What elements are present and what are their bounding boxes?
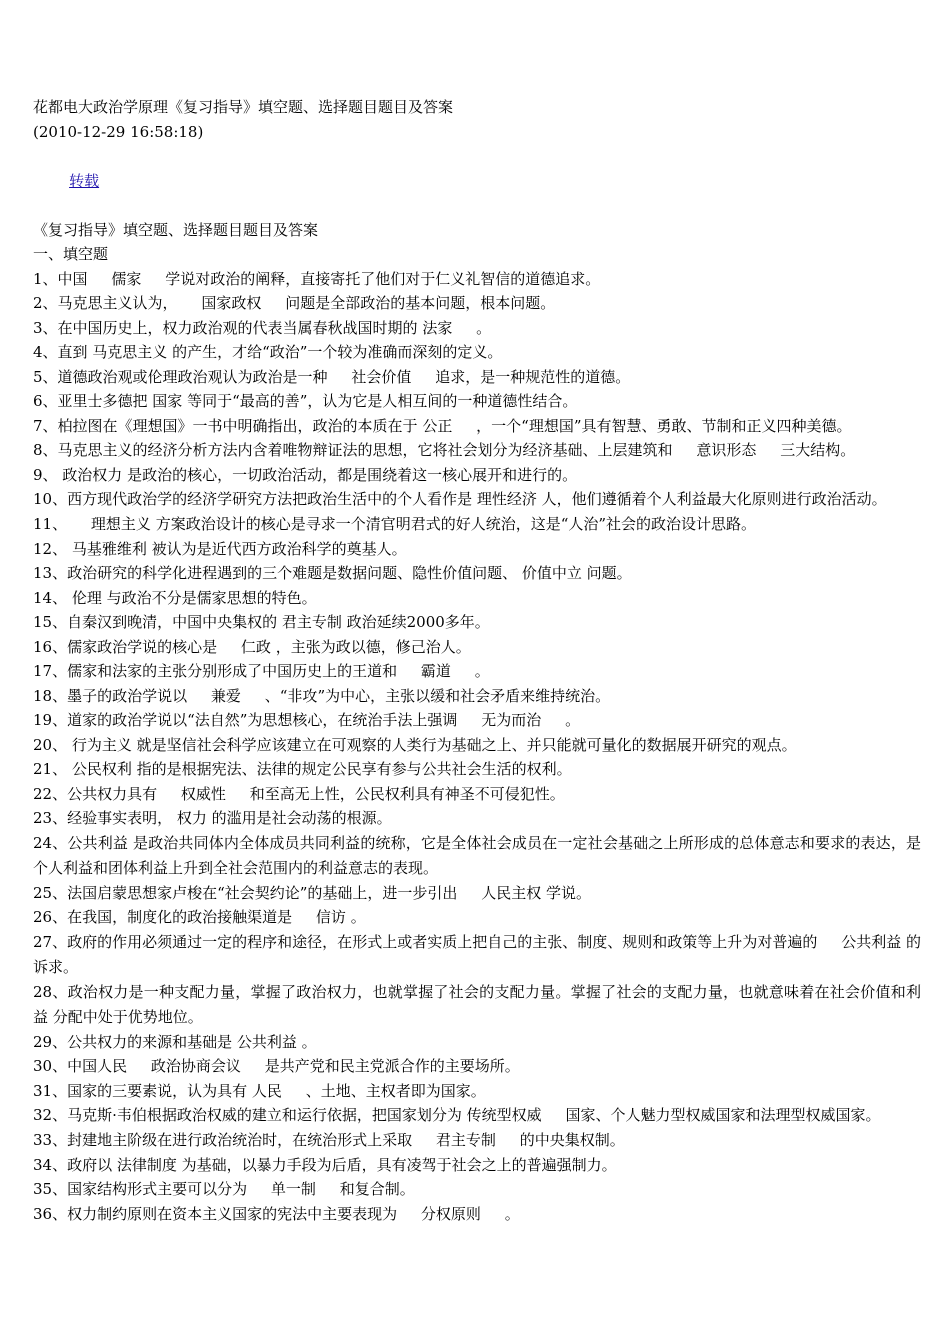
question-item: 30、中国人民 政治协商会议 是共产党和民主党派合作的主要场所。 bbox=[33, 1057, 520, 1075]
section-heading: 一、填空题 bbox=[33, 245, 109, 263]
question-item: 32、马克斯·韦伯根据政治权威的建立和运行依据，把国家划分为 传统型权威 国家、个人魅力型权威国家和法理型权威国家。 bbox=[33, 1106, 881, 1124]
question-item: 28、政治权力是一种支配力量，掌握了政治权力，也就掌握了社会的支配力量。掌握了社会的支配力量，也就意味着在社会价值和利益 分配中处于优势地位。 bbox=[33, 982, 921, 1026]
question-item: 14、 伦理 与政治不分是儒家思想的特色。 bbox=[33, 588, 317, 607]
repost-link[interactable]: 转载 bbox=[69, 171, 100, 190]
question-item: 33、封建地主阶级在进行政治统治时，在统治形式上采取 君主专制 的中央集权制。 bbox=[33, 1131, 625, 1149]
question-item: 10、西方现代政治学的经济学研究方法把政治生活中的个人看作是 理性经济 人，他们遵循着个人利益最大化原则进行政治活动。 bbox=[33, 490, 887, 508]
question-item: 11、 理想主义 方案政治设计的核心是寻求一个清官明君式的好人统治，这是“人治”社会的政治设计思路。 bbox=[33, 515, 757, 533]
question-item: 35、国家结构形式主要可以分为 单一制 和复合制。 bbox=[33, 1180, 415, 1198]
article-timestamp: (2010-12-29 16:58:18) bbox=[33, 122, 204, 141]
question-item: 8、马克思主义的经济分析方法内含着唯物辩证法的思想，它将社会划分为经济基础、上层建筑和 意识形态 三大结构。 bbox=[33, 441, 856, 459]
question-item: 25、法国启蒙思想家卢梭在“社会契约论”的基础上，进一步引出 人民主权 学说。 bbox=[33, 883, 592, 902]
question-item: 7、柏拉图在《理想国》一书中明确指出，政治的本质在于 公正 ，一个“理想国”具有智慧、勇敢、节制和正义四种美德。 bbox=[33, 416, 852, 435]
article-subtitle: 《复习指导》填空题、选择题目题目及答案 bbox=[33, 220, 319, 239]
document-body bbox=[33, 95, 921, 1226]
question-item: 16、儒家政治学说的核心是 仁政 ，主张为政以德，修己治人。 bbox=[33, 637, 471, 656]
question-item: 4、直到 马克思主义 的产生，才给“政治”一个较为准确而深刻的定义。 bbox=[33, 343, 503, 361]
question-item: 34、政府以 法律制度 为基础，以暴力手段为后盾，具有凌驾于社会之上的普遍强制力。 bbox=[33, 1155, 617, 1174]
question-item: 31、国家的三要素说，认为具有 人民 、土地、主权者即为国家。 bbox=[33, 1081, 486, 1100]
question-item: 17、儒家和法家的主张分别形成了中国历史上的王道和 霸道 。 bbox=[33, 662, 490, 680]
question-item: 21、 公民权利 指的是根据宪法、法律的规定公民享有参与公共社会生活的权利。 bbox=[33, 760, 572, 778]
question-item: 26、在我国，制度化的政治接触渠道是 信访 。 bbox=[33, 908, 366, 926]
question-item: 36、权力制约原则在资本主义国家的宪法中主要表现为 分权原则 。 bbox=[33, 1204, 520, 1223]
article-title: 花都电大政治学原理《复习指导》填空题、选择题目题目及答案 bbox=[33, 98, 454, 116]
question-item: 23、经验事实表明， 权力 的滥用是社会动荡的根源。 bbox=[33, 809, 392, 827]
question-item: 13、政治研究的科学化进程遇到的三个难题是数据问题、隐性价值问题、 价值中立 问题。 bbox=[33, 564, 632, 582]
question-item: 3、在中国历史上，权力政治观的代表当属春秋战国时期的 法家 。 bbox=[33, 318, 492, 337]
question-item: 6、亚里士多德把 国家 等同于“最高的善”，认为它是人相互间的一种道德性结合。 bbox=[33, 392, 578, 410]
repost-row bbox=[33, 144, 921, 218]
question-item: 15、自秦汉到晚清，中国中央集权的 君主专制 政治延续2000多年。 bbox=[33, 613, 490, 631]
question-item: 9、 政治权力 是政治的核心，一切政治活动，都是围绕着这一核心展开和进行的。 bbox=[33, 465, 578, 484]
question-item: 20、 行为主义 就是坚信社会科学应该建立在可观察的人类行为基础之上、并只能就可量化的数据展开研究的观点。 bbox=[33, 735, 797, 754]
question-item: 19、道家的政治学说以“法自然”为思想核心，在统治手法上强调 无为而治 。 bbox=[33, 711, 581, 729]
question-item: 22、公共权力具有 权威性 和至高无上性，公民权利具有神圣不可侵犯性。 bbox=[33, 784, 565, 803]
question-item: 12、 马基雅维利 被认为是近代西方政治科学的奠基人。 bbox=[33, 539, 407, 558]
question-item: 18、墨子的政治学说以 兼爱 、“非攻”为中心，主张以缓和社会矛盾来维持统治。 bbox=[33, 686, 611, 705]
question-item: 5、道德政治观或伦理政治观认为政治是一种 社会价值 追求，是一种规范性的道德。 bbox=[33, 367, 631, 386]
question-item: 1、中国 儒家 学说对政治的阐释，直接寄托了他们对于仁义礼智信的道德追求。 bbox=[33, 269, 601, 288]
question-item: 2、马克思主义认为， 国家政权 问题是全部政治的基本问题，根本问题。 bbox=[33, 294, 556, 312]
question-list bbox=[33, 267, 921, 1227]
question-item: 27、政府的作用必须通过一定的程序和途径，在形式上或者实质上把自己的主张、制度、规则和政策等上升为对普遍的 公共利益 的诉求。 bbox=[33, 932, 921, 976]
question-item: 24、公共利益 是政治共同体内全体成员共同利益的统称，它是全体社会成员在一定社会基础之上所形成的总体意志和要求的表达，是个人利益和团体利益上升到全社会范围内的利益意志的表现。 bbox=[33, 833, 921, 877]
question-item: 29、公共权力的来源和基础是 公共利益 。 bbox=[33, 1032, 317, 1051]
